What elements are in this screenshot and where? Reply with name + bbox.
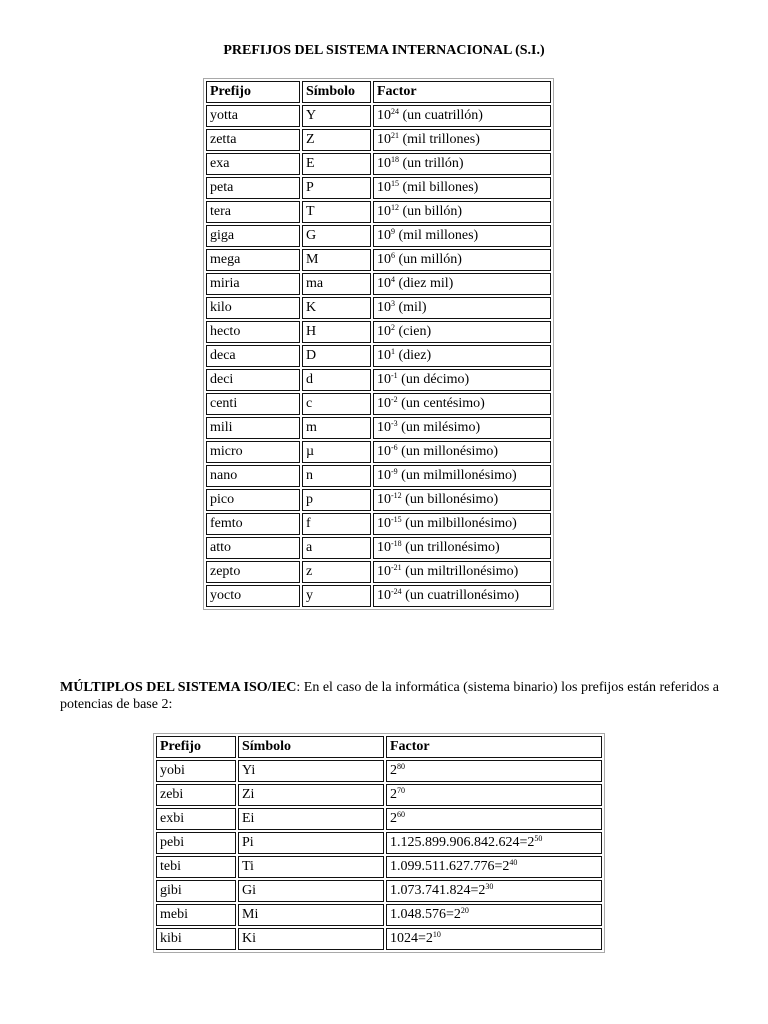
- cell-symbol: Mi: [238, 904, 384, 926]
- cell-symbol: f: [302, 513, 371, 535]
- factor-exponent: 70: [397, 786, 405, 795]
- cell-factor: [373, 105, 551, 127]
- si-prefix-table: [203, 78, 554, 610]
- factor-base: 10: [377, 228, 391, 243]
- header-prefix: Prefijo: [206, 81, 300, 103]
- factor-base: 10: [377, 156, 391, 171]
- factor-description: (un décimo): [397, 372, 470, 387]
- factor-exponent: 60: [397, 810, 405, 819]
- cell-factor: [373, 225, 551, 247]
- factor-description: (un miltrillonésimo): [401, 564, 519, 579]
- cell-symbol: Ti: [238, 856, 384, 878]
- table-row: [206, 321, 551, 343]
- cell-symbol: d: [302, 369, 371, 391]
- factor-exponent: -1: [391, 371, 398, 380]
- factor-base: 10: [377, 516, 391, 531]
- factor-exponent: -6: [391, 443, 398, 452]
- iso-intro-heading: MÚLTIPLOS DEL SISTEMA ISO/IEC: [60, 680, 297, 695]
- table-row: [156, 760, 602, 782]
- cell-prefix: pico: [206, 489, 300, 511]
- cell-factor: [373, 393, 551, 415]
- factor-description: (un milbillonésimo): [401, 516, 517, 531]
- table-row: [156, 856, 602, 878]
- cell-factor: [373, 417, 551, 439]
- factor-description: (un centésimo): [397, 396, 485, 411]
- factor-description: (un millón): [395, 252, 462, 267]
- cell-factor: [373, 345, 551, 367]
- table-row: [206, 441, 551, 463]
- cell-factor: [373, 321, 551, 343]
- table-row: [206, 489, 551, 511]
- table-row: [156, 904, 602, 926]
- table-row: [206, 177, 551, 199]
- cell-symbol: Ei: [238, 808, 384, 830]
- cell-factor: [373, 249, 551, 271]
- factor-exponent: 20: [460, 906, 469, 915]
- cell-prefix: pebi: [156, 832, 236, 854]
- cell-factor: [386, 760, 602, 782]
- factor-exponent: 21: [391, 131, 399, 140]
- cell-factor: [373, 465, 551, 487]
- factor-exponent: 1: [391, 347, 395, 356]
- table-row: [206, 537, 551, 559]
- cell-prefix: hecto: [206, 321, 300, 343]
- table-row: [206, 105, 551, 127]
- iso-intro-paragraph: [60, 679, 720, 713]
- factor-exponent: -24: [391, 587, 402, 596]
- factor-description: (diez mil): [395, 276, 454, 291]
- cell-prefix: tera: [206, 201, 300, 223]
- cell-prefix: mebi: [156, 904, 236, 926]
- header-factor: Factor: [373, 81, 551, 103]
- factor-base: 2: [390, 787, 397, 802]
- cell-prefix: yocto: [206, 585, 300, 607]
- iso-intro-text: : En el caso de la informática (sistema binario) los prefijos están referidos a potencias de base 2:: [60, 680, 719, 712]
- table-row: [206, 561, 551, 583]
- header-symbol: Símbolo: [238, 736, 384, 758]
- cell-prefix: zebi: [156, 784, 236, 806]
- cell-symbol: Pi: [238, 832, 384, 854]
- cell-symbol: Z: [302, 129, 371, 151]
- cell-prefix: zepto: [206, 561, 300, 583]
- cell-prefix: micro: [206, 441, 300, 463]
- cell-symbol: n: [302, 465, 371, 487]
- factor-base: 10: [377, 372, 391, 387]
- factor-base: 10: [377, 300, 391, 315]
- table-row: [156, 880, 602, 902]
- factor-base: 1.125.899.906.842.624=2: [390, 835, 535, 850]
- cell-factor: [373, 489, 551, 511]
- factor-exponent: 18: [391, 155, 399, 164]
- table-row: [206, 201, 551, 223]
- cell-symbol: M: [302, 249, 371, 271]
- factor-base: 2: [390, 811, 397, 826]
- cell-prefix: centi: [206, 393, 300, 415]
- cell-symbol: z: [302, 561, 371, 583]
- factor-exponent: 6: [391, 251, 395, 260]
- cell-prefix: atto: [206, 537, 300, 559]
- cell-factor: [373, 561, 551, 583]
- cell-symbol: T: [302, 201, 371, 223]
- factor-exponent: -21: [391, 563, 402, 572]
- factor-base: 1.099.511.627.776=2: [390, 859, 510, 874]
- cell-factor: [373, 177, 551, 199]
- cell-factor: [386, 856, 602, 878]
- cell-symbol: Gi: [238, 880, 384, 902]
- table-row: [206, 585, 551, 607]
- table-row: [156, 832, 602, 854]
- cell-symbol: c: [302, 393, 371, 415]
- header-symbol: Símbolo: [302, 81, 371, 103]
- factor-description: (mil billones): [399, 180, 479, 195]
- table-row: [206, 393, 551, 415]
- cell-prefix: femto: [206, 513, 300, 535]
- cell-factor: [373, 201, 551, 223]
- factor-exponent: 12: [391, 203, 399, 212]
- table-row: [206, 273, 551, 295]
- factor-description: (un millonésimo): [397, 444, 498, 459]
- factor-description: (mil trillones): [399, 132, 480, 147]
- table-row: [206, 369, 551, 391]
- factor-exponent: -12: [391, 491, 402, 500]
- cell-symbol: y: [302, 585, 371, 607]
- factor-exponent: -15: [391, 515, 402, 524]
- cell-factor: [386, 832, 602, 854]
- table-header-row: [156, 736, 602, 758]
- table-row: [206, 297, 551, 319]
- cell-factor: [373, 369, 551, 391]
- factor-base: 10: [377, 180, 391, 195]
- cell-symbol: µ: [302, 441, 371, 463]
- table-row: [206, 153, 551, 175]
- cell-prefix: mega: [206, 249, 300, 271]
- factor-description: (un billón): [399, 204, 462, 219]
- factor-base: 10: [377, 420, 391, 435]
- cell-factor: [373, 537, 551, 559]
- table-header-row: [206, 81, 551, 103]
- factor-base: 10: [377, 252, 391, 267]
- cell-prefix: deci: [206, 369, 300, 391]
- factor-exponent: -2: [391, 395, 398, 404]
- cell-prefix: gibi: [156, 880, 236, 902]
- cell-factor: [386, 904, 602, 926]
- cell-prefix: peta: [206, 177, 300, 199]
- cell-prefix: exa: [206, 153, 300, 175]
- factor-exponent: 40: [509, 858, 518, 867]
- factor-description: (mil millones): [395, 228, 479, 243]
- factor-base: 10: [377, 540, 391, 555]
- cell-prefix: nano: [206, 465, 300, 487]
- factor-base: 10: [377, 396, 391, 411]
- factor-exponent: 50: [534, 834, 543, 843]
- factor-base: 10: [377, 108, 391, 123]
- factor-exponent: 4: [391, 275, 395, 284]
- table-row: [206, 129, 551, 151]
- factor-exponent: 15: [391, 179, 399, 188]
- factor-base: 1024=2: [390, 931, 433, 946]
- cell-symbol: G: [302, 225, 371, 247]
- factor-description: (un cuatrillonésimo): [401, 588, 520, 603]
- cell-prefix: zetta: [206, 129, 300, 151]
- factor-base: 10: [377, 348, 391, 363]
- cell-symbol: Yi: [238, 760, 384, 782]
- cell-symbol: K: [302, 297, 371, 319]
- factor-base: 10: [377, 492, 391, 507]
- factor-exponent: 3: [391, 299, 395, 308]
- cell-factor: [373, 297, 551, 319]
- factor-base: 1.073.741.824=2: [390, 883, 486, 898]
- cell-symbol: Y: [302, 105, 371, 127]
- factor-description: (un cuatrillón): [399, 108, 483, 123]
- factor-base: 10: [377, 324, 391, 339]
- cell-symbol: E: [302, 153, 371, 175]
- cell-prefix: kibi: [156, 928, 236, 950]
- cell-prefix: yotta: [206, 105, 300, 127]
- factor-base: 2: [390, 763, 397, 778]
- factor-exponent: 24: [391, 107, 399, 116]
- cell-prefix: miria: [206, 273, 300, 295]
- cell-prefix: exbi: [156, 808, 236, 830]
- factor-description: (un trillón): [399, 156, 464, 171]
- table-row: [206, 225, 551, 247]
- cell-prefix: tebi: [156, 856, 236, 878]
- factor-exponent: 80: [397, 762, 405, 771]
- factor-description: (un billonésimo): [401, 492, 499, 507]
- cell-symbol: p: [302, 489, 371, 511]
- factor-base: 10: [377, 588, 391, 603]
- cell-factor: [386, 880, 602, 902]
- factor-base: 10: [377, 564, 391, 579]
- cell-symbol: D: [302, 345, 371, 367]
- factor-exponent: -3: [391, 419, 398, 428]
- cell-factor: [373, 129, 551, 151]
- cell-symbol: Ki: [238, 928, 384, 950]
- table-row: [206, 345, 551, 367]
- cell-symbol: ma: [302, 273, 371, 295]
- factor-description: (un milmillonésimo): [397, 468, 517, 483]
- cell-factor: [373, 441, 551, 463]
- cell-factor: [386, 928, 602, 950]
- si-title: PREFIJOS DEL SISTEMA INTERNACIONAL (S.I.): [223, 43, 545, 58]
- cell-factor: [373, 585, 551, 607]
- factor-base: 10: [377, 276, 391, 291]
- table-row: [156, 928, 602, 950]
- factor-exponent: 10: [432, 930, 441, 939]
- factor-base: 10: [377, 468, 391, 483]
- cell-factor: [386, 808, 602, 830]
- table-row: [206, 465, 551, 487]
- cell-factor: [373, 513, 551, 535]
- factor-exponent: -9: [391, 467, 398, 476]
- factor-exponent: 30: [485, 882, 494, 891]
- factor-description: (un milésimo): [397, 420, 481, 435]
- factor-exponent: 9: [391, 227, 395, 236]
- factor-description: (diez): [395, 348, 432, 363]
- iso-prefix-table: [153, 733, 605, 953]
- table-row: [206, 249, 551, 271]
- factor-description: (cien): [395, 324, 432, 339]
- cell-symbol: m: [302, 417, 371, 439]
- cell-factor: [386, 784, 602, 806]
- cell-symbol: P: [302, 177, 371, 199]
- table-row: [156, 784, 602, 806]
- factor-exponent: -18: [391, 539, 402, 548]
- header-factor: Factor: [386, 736, 602, 758]
- cell-prefix: deca: [206, 345, 300, 367]
- factor-base: 1.048.576=2: [390, 907, 461, 922]
- cell-symbol: Zi: [238, 784, 384, 806]
- cell-prefix: yobi: [156, 760, 236, 782]
- cell-factor: [373, 153, 551, 175]
- cell-symbol: a: [302, 537, 371, 559]
- factor-base: 10: [377, 444, 391, 459]
- cell-prefix: mili: [206, 417, 300, 439]
- cell-factor: [373, 273, 551, 295]
- table-row: [206, 417, 551, 439]
- header-prefix: Prefijo: [156, 736, 236, 758]
- factor-exponent: 2: [391, 323, 395, 332]
- factor-base: 10: [377, 132, 391, 147]
- cell-prefix: kilo: [206, 297, 300, 319]
- cell-symbol: H: [302, 321, 371, 343]
- table-row: [156, 808, 602, 830]
- cell-prefix: giga: [206, 225, 300, 247]
- factor-description: (mil): [395, 300, 427, 315]
- table-row: [206, 513, 551, 535]
- factor-base: 10: [377, 204, 391, 219]
- factor-description: (un trillonésimo): [401, 540, 500, 555]
